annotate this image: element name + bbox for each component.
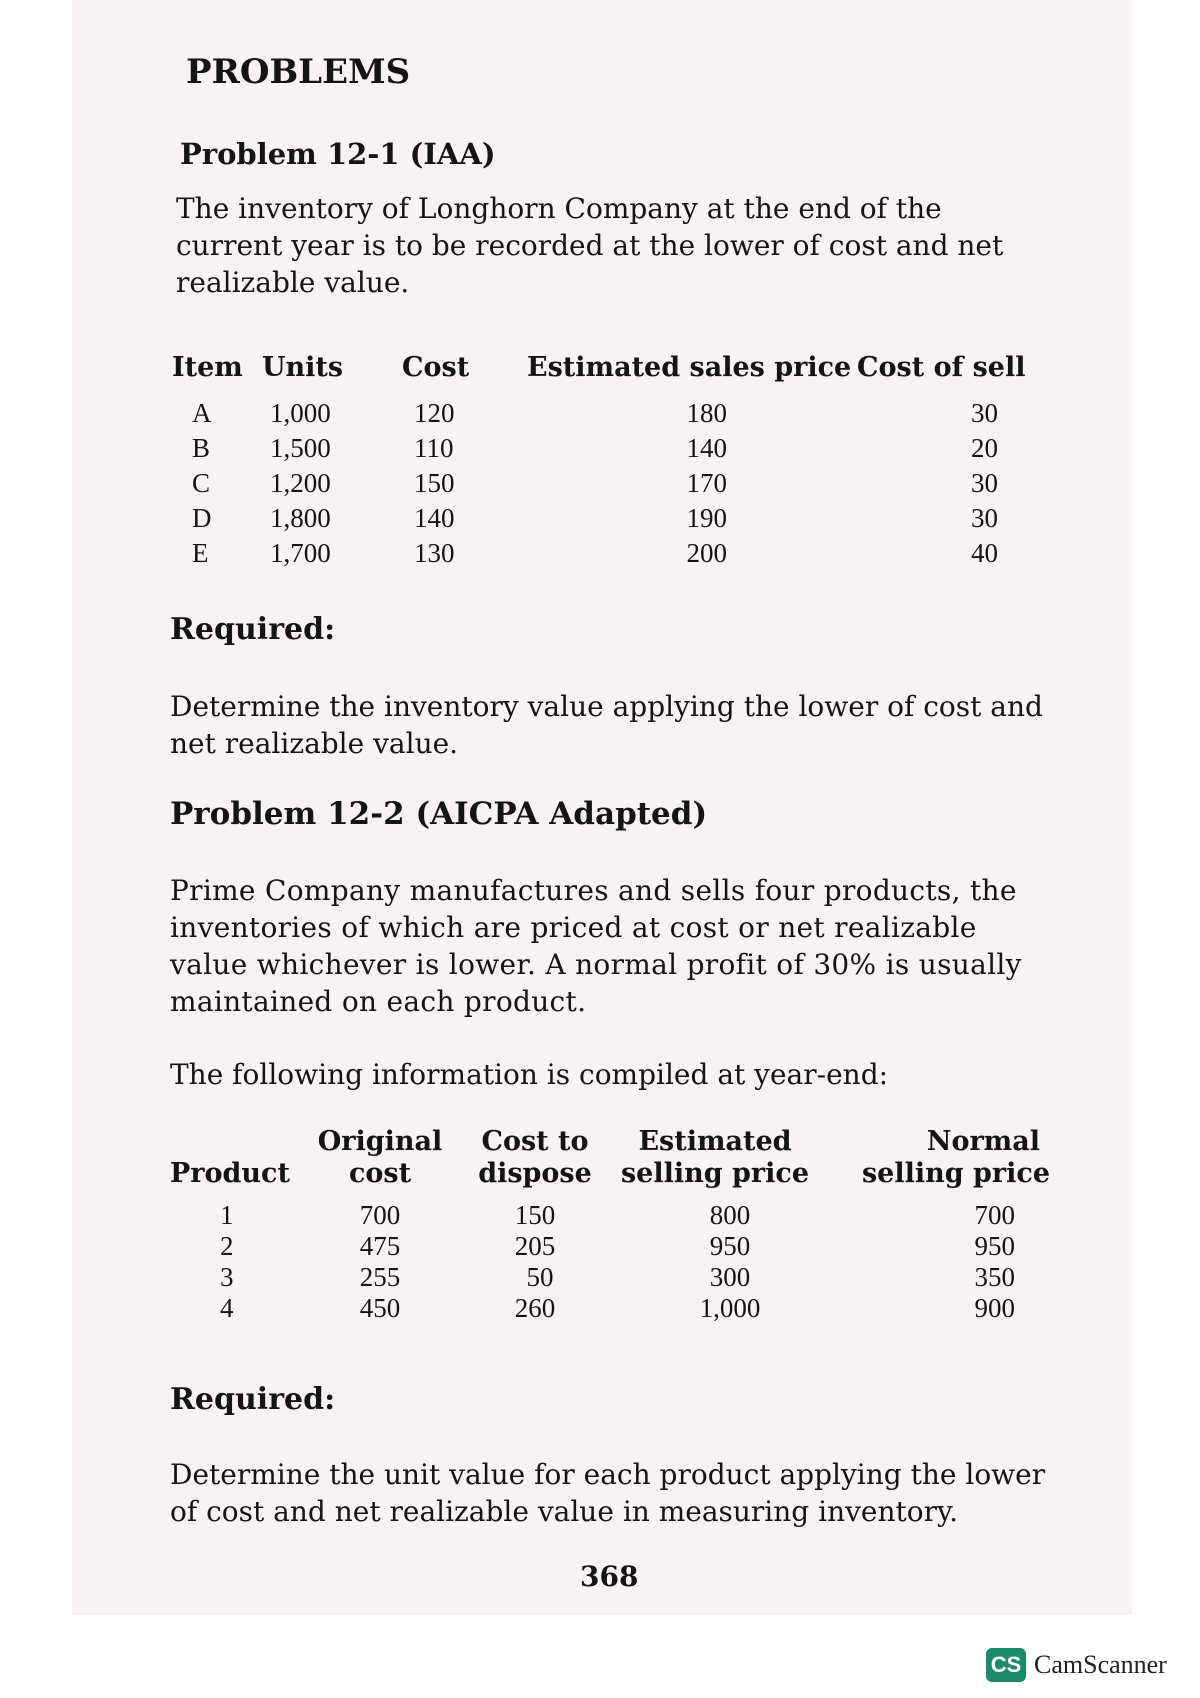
sales-price-cell: 140 <box>686 433 727 463</box>
problem1-heading: Problem 12-1 (IAA) <box>180 137 496 171</box>
table-row <box>170 1293 1050 1324</box>
normal-price-cell: 700 <box>974 1200 1015 1230</box>
header-cost: Cost <box>402 352 470 383</box>
header-estimated-sales-price: Estimated sales price <box>527 352 852 383</box>
table-row <box>170 1262 1050 1293</box>
header-estimated-line2: selling price <box>620 1158 810 1189</box>
cost-to-dispose-cell: 50 <box>526 1262 554 1292</box>
normal-price-cell: 950 <box>974 1231 1015 1261</box>
header-units: Units <box>262 352 344 383</box>
camscanner-watermark: CamScanner <box>1034 1650 1167 1679</box>
cost-cell: 110 <box>414 433 454 463</box>
units-cell: 1,500 <box>270 433 331 463</box>
cost-to-dispose-cell: 150 <box>514 1200 556 1230</box>
problem1-intro: The inventory of Longhorn Company at the end of the current year is to be recorded at the lower of cost and net realizable value. <box>176 192 1004 299</box>
page-number: 368 <box>580 1560 639 1593</box>
product-cell: 2 <box>220 1231 234 1261</box>
item-cell: C <box>192 468 211 498</box>
problem2-table <box>170 1126 1050 1324</box>
problem1-table <box>172 352 1058 571</box>
units-cell: 1,200 <box>270 468 331 498</box>
problem2-required-label: Required: <box>170 1382 336 1417</box>
problem1-header-row <box>172 352 1058 384</box>
sales-price-cell: 180 <box>686 398 727 428</box>
cost-cell: 140 <box>414 503 455 533</box>
estimated-price-cell: 800 <box>709 1200 751 1230</box>
page-title: PROBLEMS <box>186 52 411 92</box>
header-cost-of-sell: Cost of sell <box>857 352 1026 383</box>
sales-price-cell: 170 <box>686 468 727 498</box>
cost-of-sell-cell: 40 <box>971 538 998 568</box>
problem1-required-text: Determine the inventory value applying the lower of cost and net realizable value. <box>170 690 1043 760</box>
original-cost-cell: 450 <box>359 1293 401 1323</box>
item-cell: E <box>192 538 209 568</box>
estimated-price-cell: 300 <box>709 1262 751 1292</box>
cost-of-sell-cell: 30 <box>971 503 998 533</box>
product-cell: 4 <box>220 1293 234 1323</box>
cost-to-dispose-cell: 260 <box>514 1293 556 1323</box>
units-cell: 1,800 <box>270 503 331 533</box>
problem2-heading: Problem 12-2 (AICPA Adapted) <box>170 796 708 832</box>
table-row <box>170 1231 1050 1262</box>
cost-of-sell-cell: 20 <box>971 433 998 463</box>
original-cost-cell: 255 <box>359 1262 401 1292</box>
header-estimated-line1: Estimated <box>638 1126 792 1157</box>
normal-price-cell: 900 <box>974 1293 1015 1323</box>
table-row <box>172 431 1058 466</box>
cost-cell: 130 <box>414 538 455 568</box>
header-dispose-line2: dispose <box>478 1158 592 1189</box>
problem2-required-text: Determine the unit value for each product applying the lower of cost and net realizable value in measuring inventory. <box>170 1458 1046 1528</box>
header-product: Product <box>170 1158 290 1189</box>
units-cell: 1,700 <box>270 538 331 568</box>
estimated-price-cell: 1,000 <box>699 1293 761 1323</box>
problem2-header-row-2 <box>170 1158 1050 1190</box>
table-row <box>172 396 1058 431</box>
item-cell: A <box>192 398 212 428</box>
header-normal-line1: Normal <box>926 1126 1040 1157</box>
header-normal-line2: selling price <box>861 1158 1050 1189</box>
table-row <box>172 466 1058 501</box>
estimated-price-cell: 950 <box>709 1231 751 1261</box>
original-cost-cell: 475 <box>359 1231 401 1261</box>
sales-price-cell: 200 <box>686 538 727 568</box>
problem2-lead: The following information is compiled at year-end: <box>170 1058 889 1091</box>
problem2-header-row-1 <box>170 1126 1050 1158</box>
item-cell: D <box>192 503 212 533</box>
sales-price-cell: 190 <box>686 503 727 533</box>
cost-to-dispose-cell: 205 <box>514 1231 556 1261</box>
original-cost-cell: 700 <box>359 1200 401 1230</box>
table-row <box>170 1200 1050 1231</box>
table-row <box>172 536 1058 571</box>
product-cell: 3 <box>220 1262 234 1292</box>
item-cell: B <box>192 433 211 463</box>
cost-of-sell-cell: 30 <box>971 468 998 498</box>
cost-of-sell-cell: 30 <box>971 398 998 428</box>
cost-cell: 150 <box>414 468 455 498</box>
header-item: Item <box>172 352 243 383</box>
header-original-line1: Original <box>317 1126 443 1157</box>
table-row <box>172 501 1058 536</box>
problem2-intro: Prime Company manufactures and sells four products, the inventories of which are priced at cost or net realizable value whichever is lower. A normal profit of 30% is usually maintained on each product. <box>170 874 1022 1018</box>
header-dispose-line1: Cost to <box>481 1126 589 1157</box>
cost-cell: 120 <box>414 398 455 428</box>
header-original-line2: cost <box>348 1158 412 1189</box>
camscanner-logo-icon: CS <box>986 1648 1026 1682</box>
product-cell: 1 <box>220 1200 234 1230</box>
header-product-line1 <box>170 1126 300 1158</box>
units-cell: 1,000 <box>270 398 331 428</box>
problem1-required-label: Required: <box>170 612 336 647</box>
normal-price-cell: 350 <box>974 1262 1015 1292</box>
